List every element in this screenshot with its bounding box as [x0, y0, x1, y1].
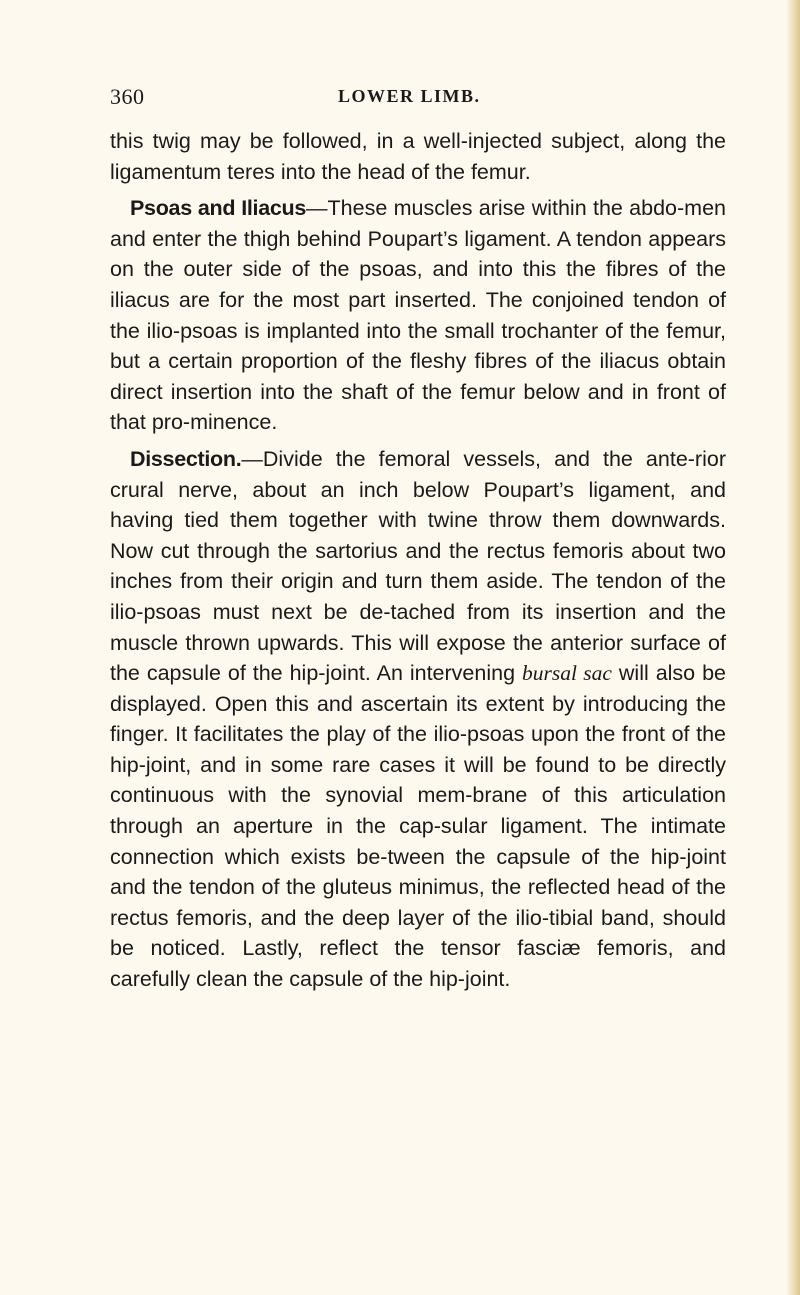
paragraph-text: this twig may be followed, in a well-injected subject, along the ligamentum teres into the head of the femur. — [110, 129, 726, 184]
page-number: 360 — [110, 84, 145, 109]
paragraph-text: —Divide the femoral vessels, and the ante-rior crural nerve, about an inch below Poupart’s ligament, and having tied them together with twine throw them downwards. Now cut through the sartorius and the rectus femoris about two inches from their origin and turn them aside. The tendon of the ilio-psoas must next be de-tached from its insertion and the muscle thrown upwards. This will expose the anterior surface of the capsule of the hip-joint. An intervening — [110, 446, 726, 686]
paragraph-continuation — [110, 126, 726, 187]
section-heading-dissection: Dissection. — [130, 446, 242, 471]
paragraph-psoas-iliacus — [110, 193, 726, 438]
italic-term: bursal sac — [521, 661, 612, 686]
body-text — [110, 126, 726, 995]
running-head: LOWER LIMB. — [338, 86, 481, 106]
paragraph-dissection — [110, 444, 726, 995]
page-edge — [786, 0, 800, 1295]
section-heading-psoas-iliacus: Psoas and Iliacus — [130, 196, 307, 221]
paragraph-text: —These muscles arise within the abdo-men and enter the thigh behind Poupart’s ligament. A tendon appears on the outer side of the psoas, and into this the fibres of the iliacus are for the most part inserted. The conjoined tendon of the ilio-psoas is implanted into the small trochanter of the femur, but a certain proportion of the fleshy fibres of the iliacus obtain direct insertion into the shaft of the femur below and in front of that pro-minence. — [110, 196, 726, 435]
paragraph-text: will also be displayed. Open this and ascertain its extent by introducing the finger. It facilitates the play of the ilio-psoas upon the front of the hip-joint, and in some rare cases it will be found to be directly continuous with the synovial mem-brane of this articulation through an aperture in the cap-sular ligament. The intimate connection which exists be-tween the capsule of the hip-joint and the tendon of the gluteus minimus, the reflected head of the rectus femoris, and the deep layer of the ilio-tibial band, should be noticed. Lastly, reflect the tensor fasciæ femoris, and carefully clean the capsule of the hip-joint. — [110, 661, 726, 992]
page-header — [110, 84, 720, 114]
